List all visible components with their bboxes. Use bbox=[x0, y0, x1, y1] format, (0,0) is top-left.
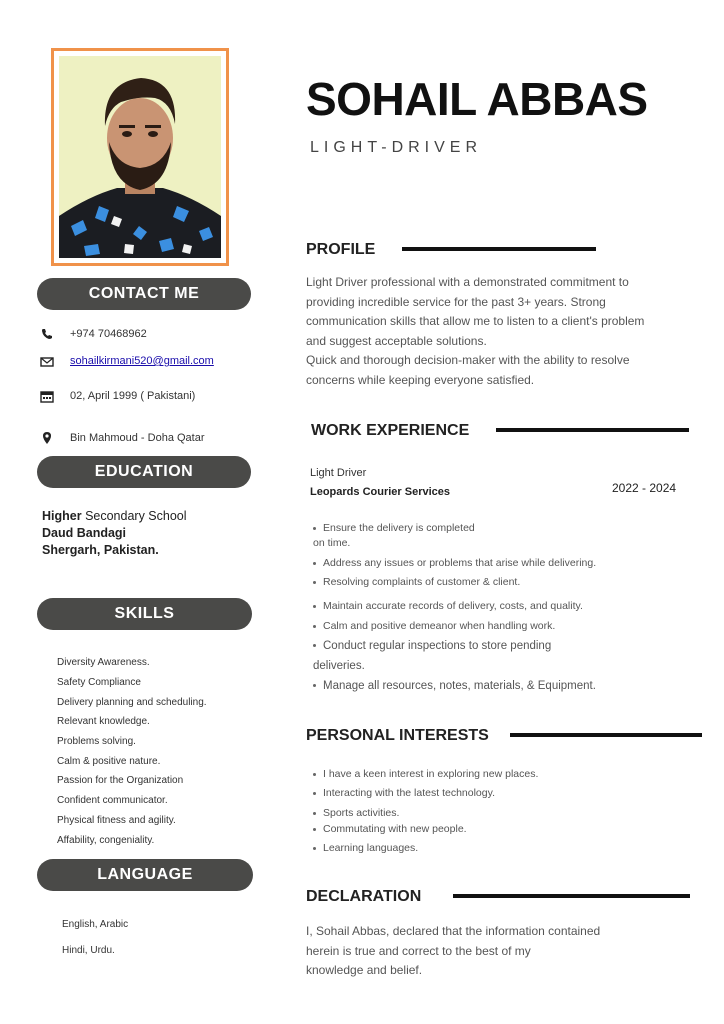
profile-line: Quick and thorough decision-maker with the ability to resolve bbox=[306, 353, 630, 367]
contact-address: Bin Mahmoud - Doha Qatar bbox=[70, 432, 205, 444]
profile-line: providing incredible service for the past 3+ years. Strong bbox=[306, 294, 606, 309]
education-line-1-rest: Secondary School bbox=[81, 509, 187, 523]
profile-line: concerns while keeping everyone satisfied. bbox=[306, 372, 535, 387]
work-bullet bbox=[313, 521, 475, 535]
candidate-role: LIGHT-DRIVER bbox=[310, 139, 483, 156]
work-bullet-text: Address any issues or problems that arise while delivering. bbox=[323, 557, 597, 569]
interests-heading: PERSONAL INTERESTS bbox=[306, 727, 489, 744]
work-bullet bbox=[313, 639, 551, 653]
contact-phone-row bbox=[40, 327, 147, 341]
profile-line: Light Driver professional with a demonstrated commitment to bbox=[306, 275, 629, 289]
skill-item: Affability, congeniality. bbox=[57, 835, 155, 846]
skill-item: Calm & positive nature. bbox=[57, 756, 161, 767]
calendar-icon bbox=[40, 389, 54, 403]
declaration-text bbox=[306, 922, 628, 981]
mail-icon bbox=[40, 354, 54, 368]
skill-item: Confident communicator. bbox=[57, 795, 168, 806]
language-item: Hindi, Urdu. bbox=[62, 945, 115, 956]
education-heading bbox=[37, 456, 251, 488]
skills-heading bbox=[37, 598, 252, 630]
interest-item bbox=[313, 767, 538, 781]
work-bullet bbox=[313, 575, 520, 589]
work-heading: WORK EXPERIENCE bbox=[311, 422, 470, 439]
bullet-dot bbox=[313, 644, 316, 647]
work-bullet-text: Resolving complaints of customer & client. bbox=[323, 576, 521, 588]
profile-heading: PROFILE bbox=[306, 241, 376, 258]
work-bullet bbox=[313, 556, 596, 570]
language-heading bbox=[37, 859, 253, 891]
contact-address-row bbox=[40, 431, 205, 445]
education-line-2: Daud Bandagi bbox=[42, 526, 127, 540]
interest-text: I have a keen interest in exploring new places. bbox=[323, 768, 539, 780]
contact-email-row bbox=[40, 354, 214, 368]
language-item: English, Arabic bbox=[62, 919, 129, 930]
work-bullet bbox=[313, 619, 555, 633]
language-heading-label: LANGUAGE bbox=[97, 866, 193, 883]
bullet-dot bbox=[313, 792, 316, 795]
interests-rule bbox=[510, 733, 702, 737]
job-title: Light Driver bbox=[310, 467, 367, 479]
location-pin-icon bbox=[40, 431, 54, 445]
declaration-line: herein is true and correct to the best of my bbox=[306, 943, 531, 958]
bullet-dot bbox=[313, 773, 316, 776]
bullet-dot bbox=[313, 625, 316, 628]
interest-item bbox=[313, 806, 399, 820]
skills-heading-label: SKILLS bbox=[114, 605, 175, 622]
interest-text: Learning languages. bbox=[323, 842, 419, 854]
portrait-image bbox=[59, 56, 221, 258]
skill-item: Relevant knowledge. bbox=[57, 716, 150, 727]
skill-item: Diversity Awareness. bbox=[57, 657, 150, 668]
bullet-dot bbox=[313, 812, 316, 815]
interest-item bbox=[313, 841, 418, 855]
profile-rule bbox=[402, 247, 596, 251]
skill-item: Physical fitness and agility. bbox=[57, 815, 176, 826]
profile-line: communication skills that allow me to listen to a client's problem bbox=[306, 314, 645, 328]
skill-item: Safety Compliance bbox=[57, 677, 141, 688]
job-company: Leopards Courier Services bbox=[310, 486, 451, 498]
declaration-line: knowledge and belief. bbox=[306, 963, 423, 977]
contact-email-link[interactable]: sohailkirmani520@gmail.com bbox=[70, 355, 214, 367]
education-heading-label: EDUCATION bbox=[94, 463, 194, 480]
declaration-line: I, Sohail Abbas, declared that the information contained bbox=[306, 924, 601, 938]
declaration-heading: DECLARATION bbox=[306, 888, 422, 905]
bullet-dot bbox=[313, 581, 316, 584]
work-bullet-text: Manage all resources, notes, materials, & Equipment. bbox=[323, 680, 596, 692]
education-block bbox=[42, 508, 187, 559]
contact-phone: +974 70468962 bbox=[70, 328, 147, 340]
interest-text: Sports activities. bbox=[323, 807, 400, 819]
declaration-rule bbox=[453, 894, 690, 898]
work-bullet bbox=[313, 599, 583, 613]
bullet-dot bbox=[313, 527, 316, 530]
interest-text: Commutating with new people. bbox=[323, 823, 467, 835]
interest-item bbox=[313, 786, 495, 800]
work-bullet-text: Conduct regular inspections to store pending bbox=[323, 640, 552, 652]
job-dates: 2022 - 2024 bbox=[612, 481, 677, 495]
contact-dob-row bbox=[40, 389, 195, 403]
candidate-name: SOHAIL ABBAS bbox=[306, 73, 648, 125]
education-line-1-bold: Higher bbox=[42, 509, 82, 523]
bullet-dot bbox=[313, 847, 316, 850]
skill-item: Passion for the Organization bbox=[57, 775, 184, 786]
education-line-3: Shergarh, Pakistan. bbox=[42, 543, 159, 557]
bullet-dot bbox=[313, 828, 316, 831]
bullet-dot bbox=[313, 562, 316, 565]
bullet-dot bbox=[313, 684, 316, 687]
work-rule bbox=[496, 428, 689, 432]
interest-text: Interacting with the latest technology. bbox=[323, 787, 495, 799]
work-bullet-continuation: on time. bbox=[313, 537, 351, 549]
profile-line: and suggest acceptable solutions. bbox=[306, 333, 487, 348]
work-bullet-text: Ensure the delivery is completed bbox=[323, 522, 475, 534]
contact-heading bbox=[37, 278, 251, 310]
bullet-dot bbox=[313, 605, 316, 608]
interest-item bbox=[313, 822, 467, 836]
education-line-1 bbox=[42, 508, 187, 525]
skill-item: Problems solving. bbox=[57, 736, 136, 747]
work-bullet-text: Calm and positive demeanor when handling work. bbox=[323, 620, 556, 632]
work-bullet bbox=[313, 679, 596, 693]
work-bullet-text: Maintain accurate records of delivery, costs, and quality. bbox=[323, 600, 583, 612]
skill-item: Delivery planning and scheduling. bbox=[57, 697, 207, 708]
profile-text bbox=[306, 273, 706, 390]
contact-dob: 02, April 1999 ( Pakistani) bbox=[70, 390, 196, 402]
work-bullet-continuation: deliveries. bbox=[313, 660, 365, 672]
profile-photo bbox=[51, 48, 229, 266]
contact-heading-label: CONTACT ME bbox=[88, 285, 200, 302]
phone-icon bbox=[40, 327, 54, 341]
